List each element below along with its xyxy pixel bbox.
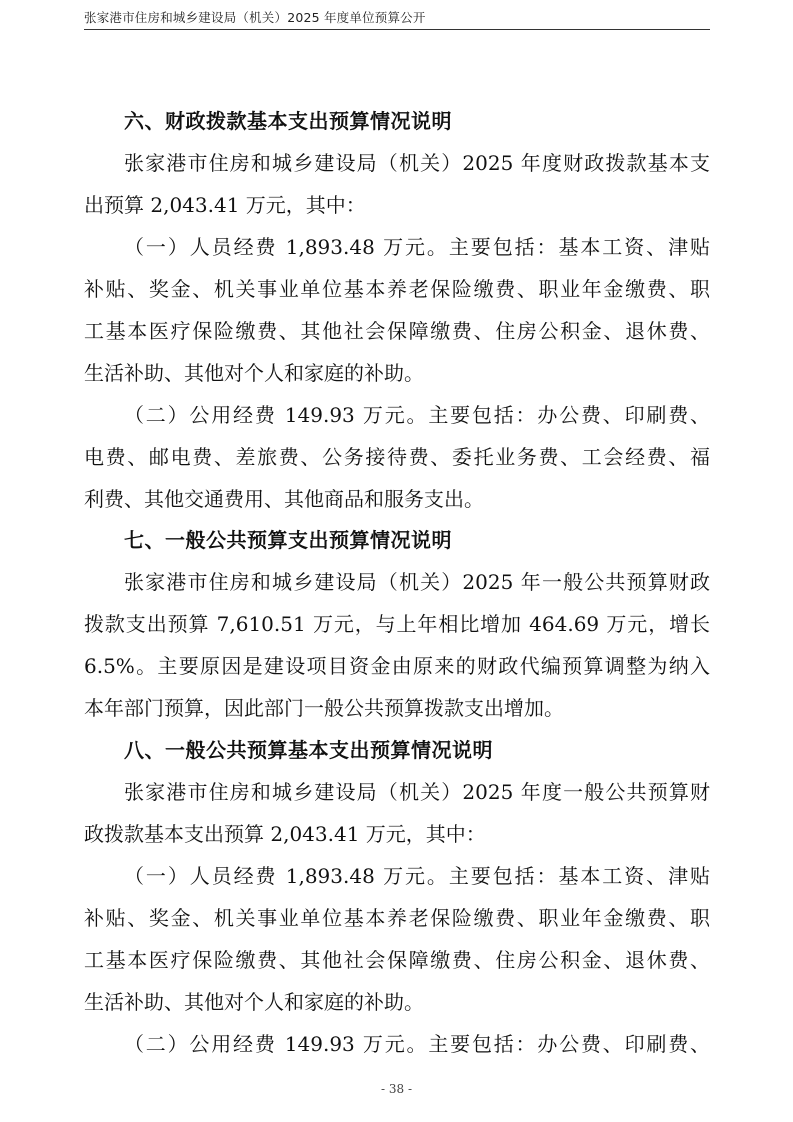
paragraph-line: 张家港市住房和城乡建设局（机关）2025 年度一般公共预算财 bbox=[124, 780, 710, 804]
section-heading-7: 七、一般公共预算支出预算情况说明 bbox=[124, 528, 452, 552]
paragraph-line: 张家港市住房和城乡建设局（机关）2025 年度财政拨款基本支 bbox=[124, 151, 710, 175]
paragraph-line: （一）人员经费 1,893.48 万元。主要包括：基本工资、津贴 bbox=[124, 235, 710, 259]
paragraph-line: （一）人员经费 1,893.48 万元。主要包括：基本工资、津贴 bbox=[124, 864, 710, 888]
paragraph-line: 电费、邮电费、差旅费、公务接待费、委托业务费、工会经费、福 bbox=[84, 445, 710, 469]
paragraph-line: 工基本医疗保险缴费、其他社会保障缴费、住房公积金、退休费、 bbox=[84, 948, 710, 972]
section-heading-8: 八、一般公共预算基本支出预算情况说明 bbox=[124, 738, 493, 762]
paragraph-line: 张家港市住房和城乡建设局（机关）2025 年一般公共预算财政 bbox=[124, 570, 710, 594]
section-heading-6: 六、财政拨款基本支出预算情况说明 bbox=[124, 109, 452, 133]
paragraph-line: 政拨款基本支出预算 2,043.41 万元，其中： bbox=[84, 822, 486, 846]
paragraph-line: 利费、其他交通费用、其他商品和服务支出。 bbox=[84, 487, 484, 511]
paragraph-line: 6.5%。主要原因是建设项目资金由原来的财政代编预算调整为纳入 bbox=[84, 654, 710, 678]
paragraph-line: 生活补助、其他对个人和家庭的补助。 bbox=[84, 361, 424, 385]
paragraph-line: 出预算 2,043.41 万元，其中： bbox=[84, 193, 366, 217]
paragraph-line: 补贴、奖金、机关事业单位基本养老保险缴费、职业年金缴费、职 bbox=[84, 906, 710, 930]
running-header: 张家港市住房和城乡建设局（机关）2025 年度单位预算公开 bbox=[84, 10, 426, 25]
header-rule bbox=[84, 29, 710, 30]
paragraph-line: 本年部门预算，因此部门一般公共预算拨款支出增加。 bbox=[84, 696, 564, 720]
paragraph-line: （二）公用经费 149.93 万元。主要包括：办公费、印刷费、 bbox=[124, 403, 710, 427]
paragraph-line: 工基本医疗保险缴费、其他社会保障缴费、住房公积金、退休费、 bbox=[84, 319, 710, 343]
page-number: - 38 - bbox=[380, 1082, 412, 1096]
paragraph-line: 拨款支出预算 7,610.51 万元，与上年相比增加 464.69 万元，增长 bbox=[84, 612, 710, 636]
paragraph-line: 补贴、奖金、机关事业单位基本养老保险缴费、职业年金缴费、职 bbox=[84, 277, 710, 301]
paragraph-line: （二）公用经费 149.93 万元。主要包括：办公费、印刷费、 bbox=[124, 1032, 710, 1056]
paragraph-line: 生活补助、其他对个人和家庭的补助。 bbox=[84, 990, 424, 1014]
